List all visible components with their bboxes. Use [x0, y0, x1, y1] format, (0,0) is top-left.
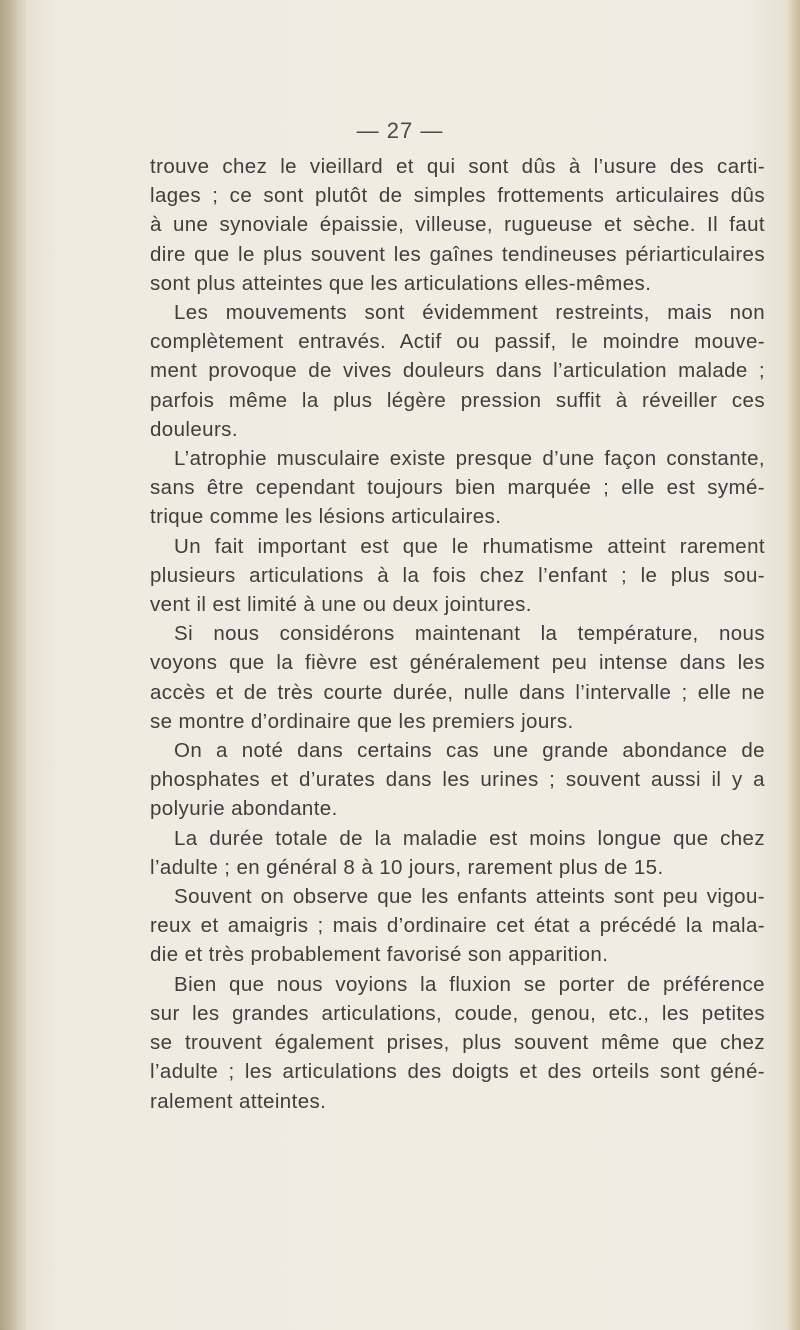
text-line: sont plus atteintes que les articulations elles-mêmes. [150, 271, 652, 295]
page-edge [786, 0, 800, 1330]
text-line: à une synoviale épaissie, villeuse, rugueuse et sèche. Il faut [150, 213, 765, 237]
text-line: Un fait important est que le rhumatisme atteint rarement [174, 534, 765, 558]
text-line: trouve chez le vieillard et qui sont dûs à l’usure des carti- [150, 155, 765, 178]
text-line: Bien que nous voyions la fluxion se porter de préférence [174, 972, 765, 996]
text-line: plusieurs articulations à la fois chez l’enfant ; le plus sou- [150, 563, 765, 587]
text-line: se trouvent également prises, plus souvent même que chez [150, 1031, 765, 1055]
page-number: — 27 — [356, 118, 444, 143]
text-line: ralement atteintes. [150, 1089, 327, 1113]
binding-shadow [0, 0, 26, 1330]
text-line: lages ; ce sont plutôt de simples frottements articulaires dûs [150, 184, 765, 208]
text-line: Souvent on observe que les enfants atteints sont peu vigou- [174, 885, 765, 909]
text-line: reux et amaigris ; mais d’ordinaire cet état a précédé la mala- [150, 914, 765, 938]
text-line: vent il est limité à une ou deux jointures. [150, 593, 532, 617]
text-line: Si nous considérons maintenant la température, nous [174, 622, 765, 646]
text-line: sur les grandes articulations, coude, genou, etc., les petites [150, 1001, 765, 1025]
text-line: l’adulte ; en général 8 à 10 jours, rarement plus de 15. [150, 855, 664, 879]
text-line: accès et de très courte durée, nulle dans l’intervalle ; elle ne [150, 680, 765, 704]
text-line: On a noté dans certains cas une grande abondance de [174, 739, 765, 763]
text-line: dire que le plus souvent les gaînes tendineuses périarticulaires [150, 242, 765, 266]
text-line: parfois même la plus légère pression suffit à réveiller ces [150, 388, 765, 412]
text-line: L’atrophie musculaire existe presque d’une façon constante, [174, 447, 765, 471]
text-line: polyurie abondante. [150, 797, 338, 821]
text-line: sans être cependant toujours bien marquée ; elle est symé- [150, 476, 765, 500]
text-line: La durée totale de la maladie est moins longue que chez [174, 826, 765, 850]
text-line: trique comme les lésions articulaires. [150, 505, 502, 529]
text-line: se montre d’ordinaire que les premiers jours. [150, 709, 574, 733]
text-line: ment provoque de vives douleurs dans l’articulation malade ; [150, 359, 765, 383]
text-line: die et très probablement favorisé son apparition. [150, 943, 609, 967]
text-line: l’adulte ; les articulations des doigts et des orteils sont géné- [150, 1060, 765, 1084]
text-line: complètement entravés. Actif ou passif, le moindre mouve- [150, 330, 765, 354]
text-line: phosphates et d’urates dans les urines ; souvent aussi il y a [150, 768, 765, 792]
text-line: douleurs. [150, 417, 238, 441]
text-line: voyons que la fièvre est généralement peu intense dans les [150, 651, 765, 675]
body-text [150, 152, 765, 1116]
text-line: Les mouvements sont évidemment restreints, mais non [174, 301, 765, 325]
